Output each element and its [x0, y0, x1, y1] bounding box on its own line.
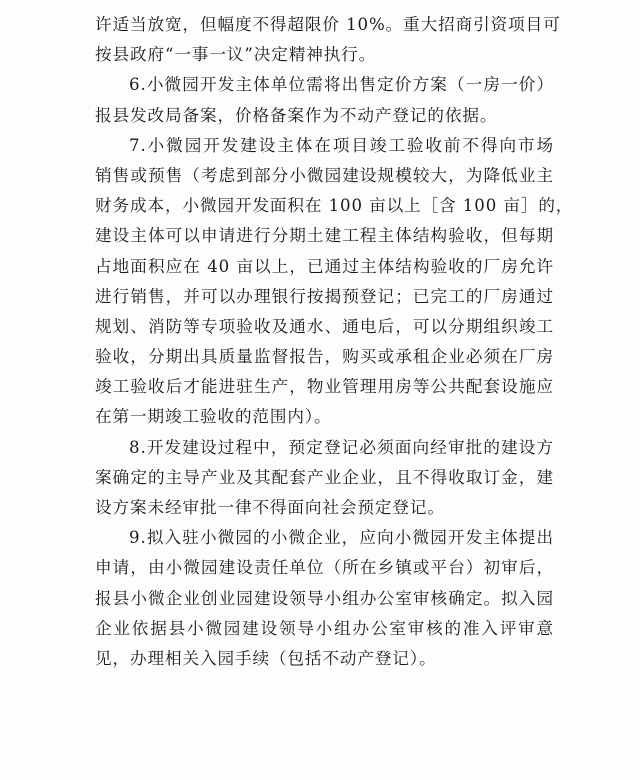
text-line: 申请，由小微园建设责任单位（所在乡镇或平台）初审后，	[95, 558, 554, 578]
paragraph-9	[95, 523, 554, 674]
text-line: 8.开发建设过程中，预定登记必须面向经审批的建设方	[129, 437, 554, 457]
text-line: 7.小微园开发建设主体在项目竣工验收前不得向市场	[129, 135, 554, 155]
paragraph-6	[95, 70, 554, 130]
text-line: 验收，分期出具质量监督报告，购买或承租企业必须在厂房	[95, 347, 554, 367]
text-line: 见，办理相关入园手续（包括不动产登记）。	[95, 648, 437, 668]
text-line: 案确定的主导产业及其配套产业企业，且不得收取订金，建	[95, 467, 554, 487]
text-line: 进行销售，并可以办理银行按揭预登记；已完工的厂房通过	[95, 286, 554, 306]
text-line: 按县政府“一事一议”决定精神执行。	[95, 45, 377, 65]
text-line: 规划、消防等专项验收及通水、通电后，可以分期组织竣工	[95, 316, 554, 336]
text-line: 财务成本，小微园开发面积在 100 亩以上［含 100 亩］的，	[95, 196, 574, 216]
text-line: 设方案未经审批一律不得面向社会预定登记。	[95, 498, 445, 517]
text-line: 9.拟入驻小微园的小微企业，应向小微园开发主体提出	[129, 528, 554, 548]
text-line: 企业依据县小微园建设领导小组办公室审核的准入评审意	[95, 618, 554, 638]
text-line: 报县小微企业创业园建设领导小组办公室审核确定。拟入园	[95, 588, 554, 608]
text-line: 6.小微园开发主体单位需将出售定价方案（一房一价）	[129, 75, 554, 95]
text-line: 报县发改局备案，价格备案作为不动产登记的依据。	[95, 105, 498, 125]
paragraph-8	[95, 433, 554, 524]
paragraph-7	[95, 131, 574, 433]
text-line: 在第一期竣工验收的范围内）。	[95, 407, 332, 427]
text-line: 竣工验收后才能进驻生产，物业管理用房等公共配套设施应	[95, 377, 554, 397]
text-line: 销售或预售（考虑到部分小微园建设规模较大，为降低业主	[95, 165, 554, 185]
paragraph-5-continued	[95, 10, 561, 70]
text-line: 许适当放宽，但幅度不得超限价 10%。重大招商引资项目可	[95, 15, 561, 34]
text-line: 占地面积应在 40 亩以上，已通过主体结构验收的厂房允许	[95, 256, 554, 276]
text-line: 建设主体可以申请进行分期土建工程主体结构验收，但每期	[95, 226, 554, 246]
